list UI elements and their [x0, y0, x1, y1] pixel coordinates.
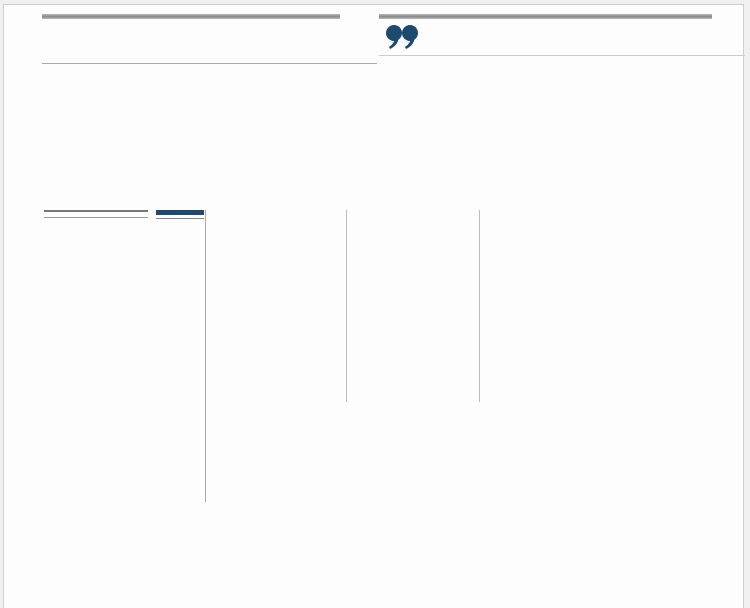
article-column-3: [350, 210, 480, 404]
quote-marks-icon: [385, 23, 419, 51]
newspaper-page: [3, 4, 744, 608]
pull-quote-box: [379, 23, 745, 56]
spacer: [484, 210, 544, 211]
stat-divider: [156, 218, 204, 219]
stats-bar: [156, 210, 204, 215]
header-rule: [42, 63, 377, 64]
article-column-1: [44, 227, 148, 513]
section-label: [43, 27, 51, 49]
column-divider: [346, 210, 347, 402]
byline-label: [44, 210, 148, 218]
stats-sidebar-left: [156, 210, 206, 502]
article-column-2: [213, 210, 343, 404]
top-rule-left: [42, 14, 340, 19]
column-divider: [479, 210, 480, 402]
top-rule-right: [379, 14, 712, 19]
